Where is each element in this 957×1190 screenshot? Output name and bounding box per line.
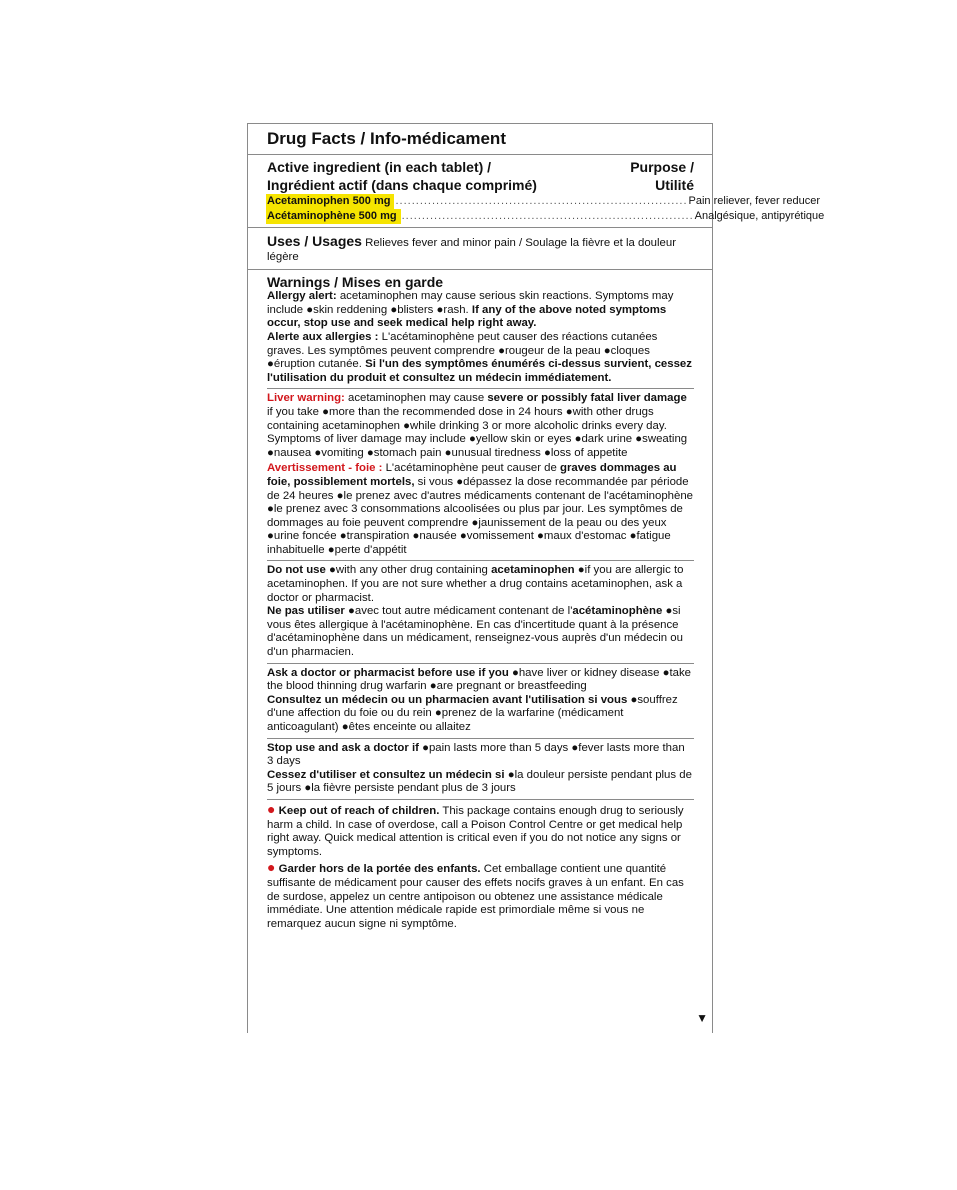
- uses-heading: Uses / Usages: [267, 233, 362, 249]
- allergy-alert-en: Allergy alert: acetaminophen may cause serious skin reactions. Symptoms may include ●skin reddening ●blisters ●rash. If any of the above noted symptoms occur, stop use and seek medical help right away.: [267, 290, 674, 330]
- page-title: Drug Facts / Info-médicament: [267, 129, 506, 148]
- drug-facts-panel: [247, 123, 825, 1033]
- red-bullet-icon: ●: [267, 859, 276, 876]
- active-heading-fr: Ingrédient actif (dans chaque comprimé): [267, 177, 537, 193]
- ingredient-purpose: Analgésique, antipyrétique: [694, 210, 825, 222]
- ingredient-row: [267, 209, 825, 224]
- stop-use-fr: Cessez d'utiliser et consultez un médecin si ●la douleur persiste pendant plus de 5 jours ●la fièvre persiste pendant plus de 3 jours: [267, 768, 692, 795]
- red-bullet-icon: ●: [267, 800, 276, 817]
- continue-arrow-icon: ▼: [696, 1011, 708, 1025]
- keep-out-of-reach-en: ● Keep out of reach of children. This package contains enough drug to seriously harm a child. In case of overdose, call a Poison Control Centre or get medical help right away. Quick medical attention is critical even if you do not notice any signs or symptoms.: [267, 800, 684, 858]
- warnings-section: [248, 269, 712, 931]
- ask-doctor-fr: Consultez un médecin ou un pharmacien avant l'utilisation si vous ●souffrez d'une affection du foie ou du rein ●prenez de la warfarine (médicament anticoagulant) ●êtes enceinte ou allaitez: [267, 693, 678, 733]
- allergy-alert-fr: Alerte aux allergies : L'acétaminophène peut causer des réactions cutanées graves. Les symptômes peuvent comprendre ●rougeur de la peau ●cloques ●éruption cutanée. Si l'un des symptômes énumérés ci-dessus survient, cessez l'utilisation du produit et consultez un médecin immédiatement.: [267, 330, 692, 384]
- ingredient-row: [267, 194, 820, 209]
- keep-out-of-reach-fr: ● Garder hors de la portée des enfants. Cet emballage contient une quantité suffisante de médicament pour causer des effets nocifs graves à un enfant. En cas de surdose, appelez un centre antipoison ou obtenez une assistance médicale immédiate. Une attention médicale rapide est primordiale même si vous ne remarquez aucun signe ni symptôme.: [267, 859, 684, 930]
- uses-section: [248, 227, 712, 269]
- liver-warning-en: Liver warning: acetaminophen may cause severe or possibly fatal liver damage if you take ●more than the recommended dose in 24 hours ●with other drugs containing acetaminophen ●while drinking 3 or more alcoholic drinks every day. Symptoms of liver damage may include ●yellow skin or eyes ●dark urine ●sweating ●nausea ●vomiting ●stomach pain ●unusual tiredness ●loss of appetite: [267, 392, 688, 459]
- liver-warning-fr: Avertissement - foie : L'acétaminophène peut causer de graves dommages au foie, possiblement mortels, si vous ●dépassez la dose recommandée par période de 24 heures ●le prenez avec d'autres médicaments contenant de l'acétaminophène ●le prenez avec 3 consommations alcoolisées ou plus par jour. Les symptômes de dommages au foie peuvent comprendre ●jaunissement de la peau ou des yeux ●urine foncée ●transpiration ●nausée ●vomissement ●maux d'estomac ●fatigue inhabituelle ●perte d'appétit: [267, 462, 693, 556]
- purpose-heading-en: Purpose /: [630, 159, 694, 175]
- ingredient-name: Acetaminophen 500 mg: [266, 194, 394, 209]
- active-ingredient-section: [248, 154, 825, 227]
- stop-use-en: Stop use and ask a doctor if ●pain lasts more than 5 days ●fever lasts more than 3 days: [267, 741, 685, 768]
- uses-text: Relieves fever and minor pain / Soulage la fièvre et la douleur légère: [267, 237, 677, 263]
- warnings-heading: Warnings / Mises en garde: [267, 274, 444, 291]
- ingredient-name: Acétaminophène 500 mg: [266, 209, 401, 224]
- do-not-use-fr: Ne pas utiliser ●avec tout autre médicament contenant de l'acétaminophène ●si vous êtes allergique à l'acétaminophène. En cas d'incertitude quant à la présence d'acétaminophène dans un médicament, renseignez-vous auprès d'un médecin ou d'un pharmacien.: [267, 605, 683, 659]
- ask-doctor-en: Ask a doctor or pharmacist before use if you ●have liver or kidney disease ●take the blood thinning drug warfarin ●are pregnant or breastfeeding: [267, 666, 691, 693]
- purpose-heading-fr: Utilité: [655, 177, 694, 193]
- do-not-use-en: Do not use ●with any other drug containing acetaminophen ●if you are allergic to acetaminophen. If you are not sure whether a drug contains acetaminophen, ask a doctor or pharmacist.: [267, 564, 684, 604]
- active-heading-en: Active ingredient (in each tablet) /: [267, 159, 492, 175]
- ingredient-purpose: Pain reliever, fever reducer: [688, 195, 820, 207]
- leader-dots: ........................................................................: [395, 195, 688, 207]
- title-section: [248, 124, 712, 154]
- leader-dots: ........................................................................: [401, 210, 694, 222]
